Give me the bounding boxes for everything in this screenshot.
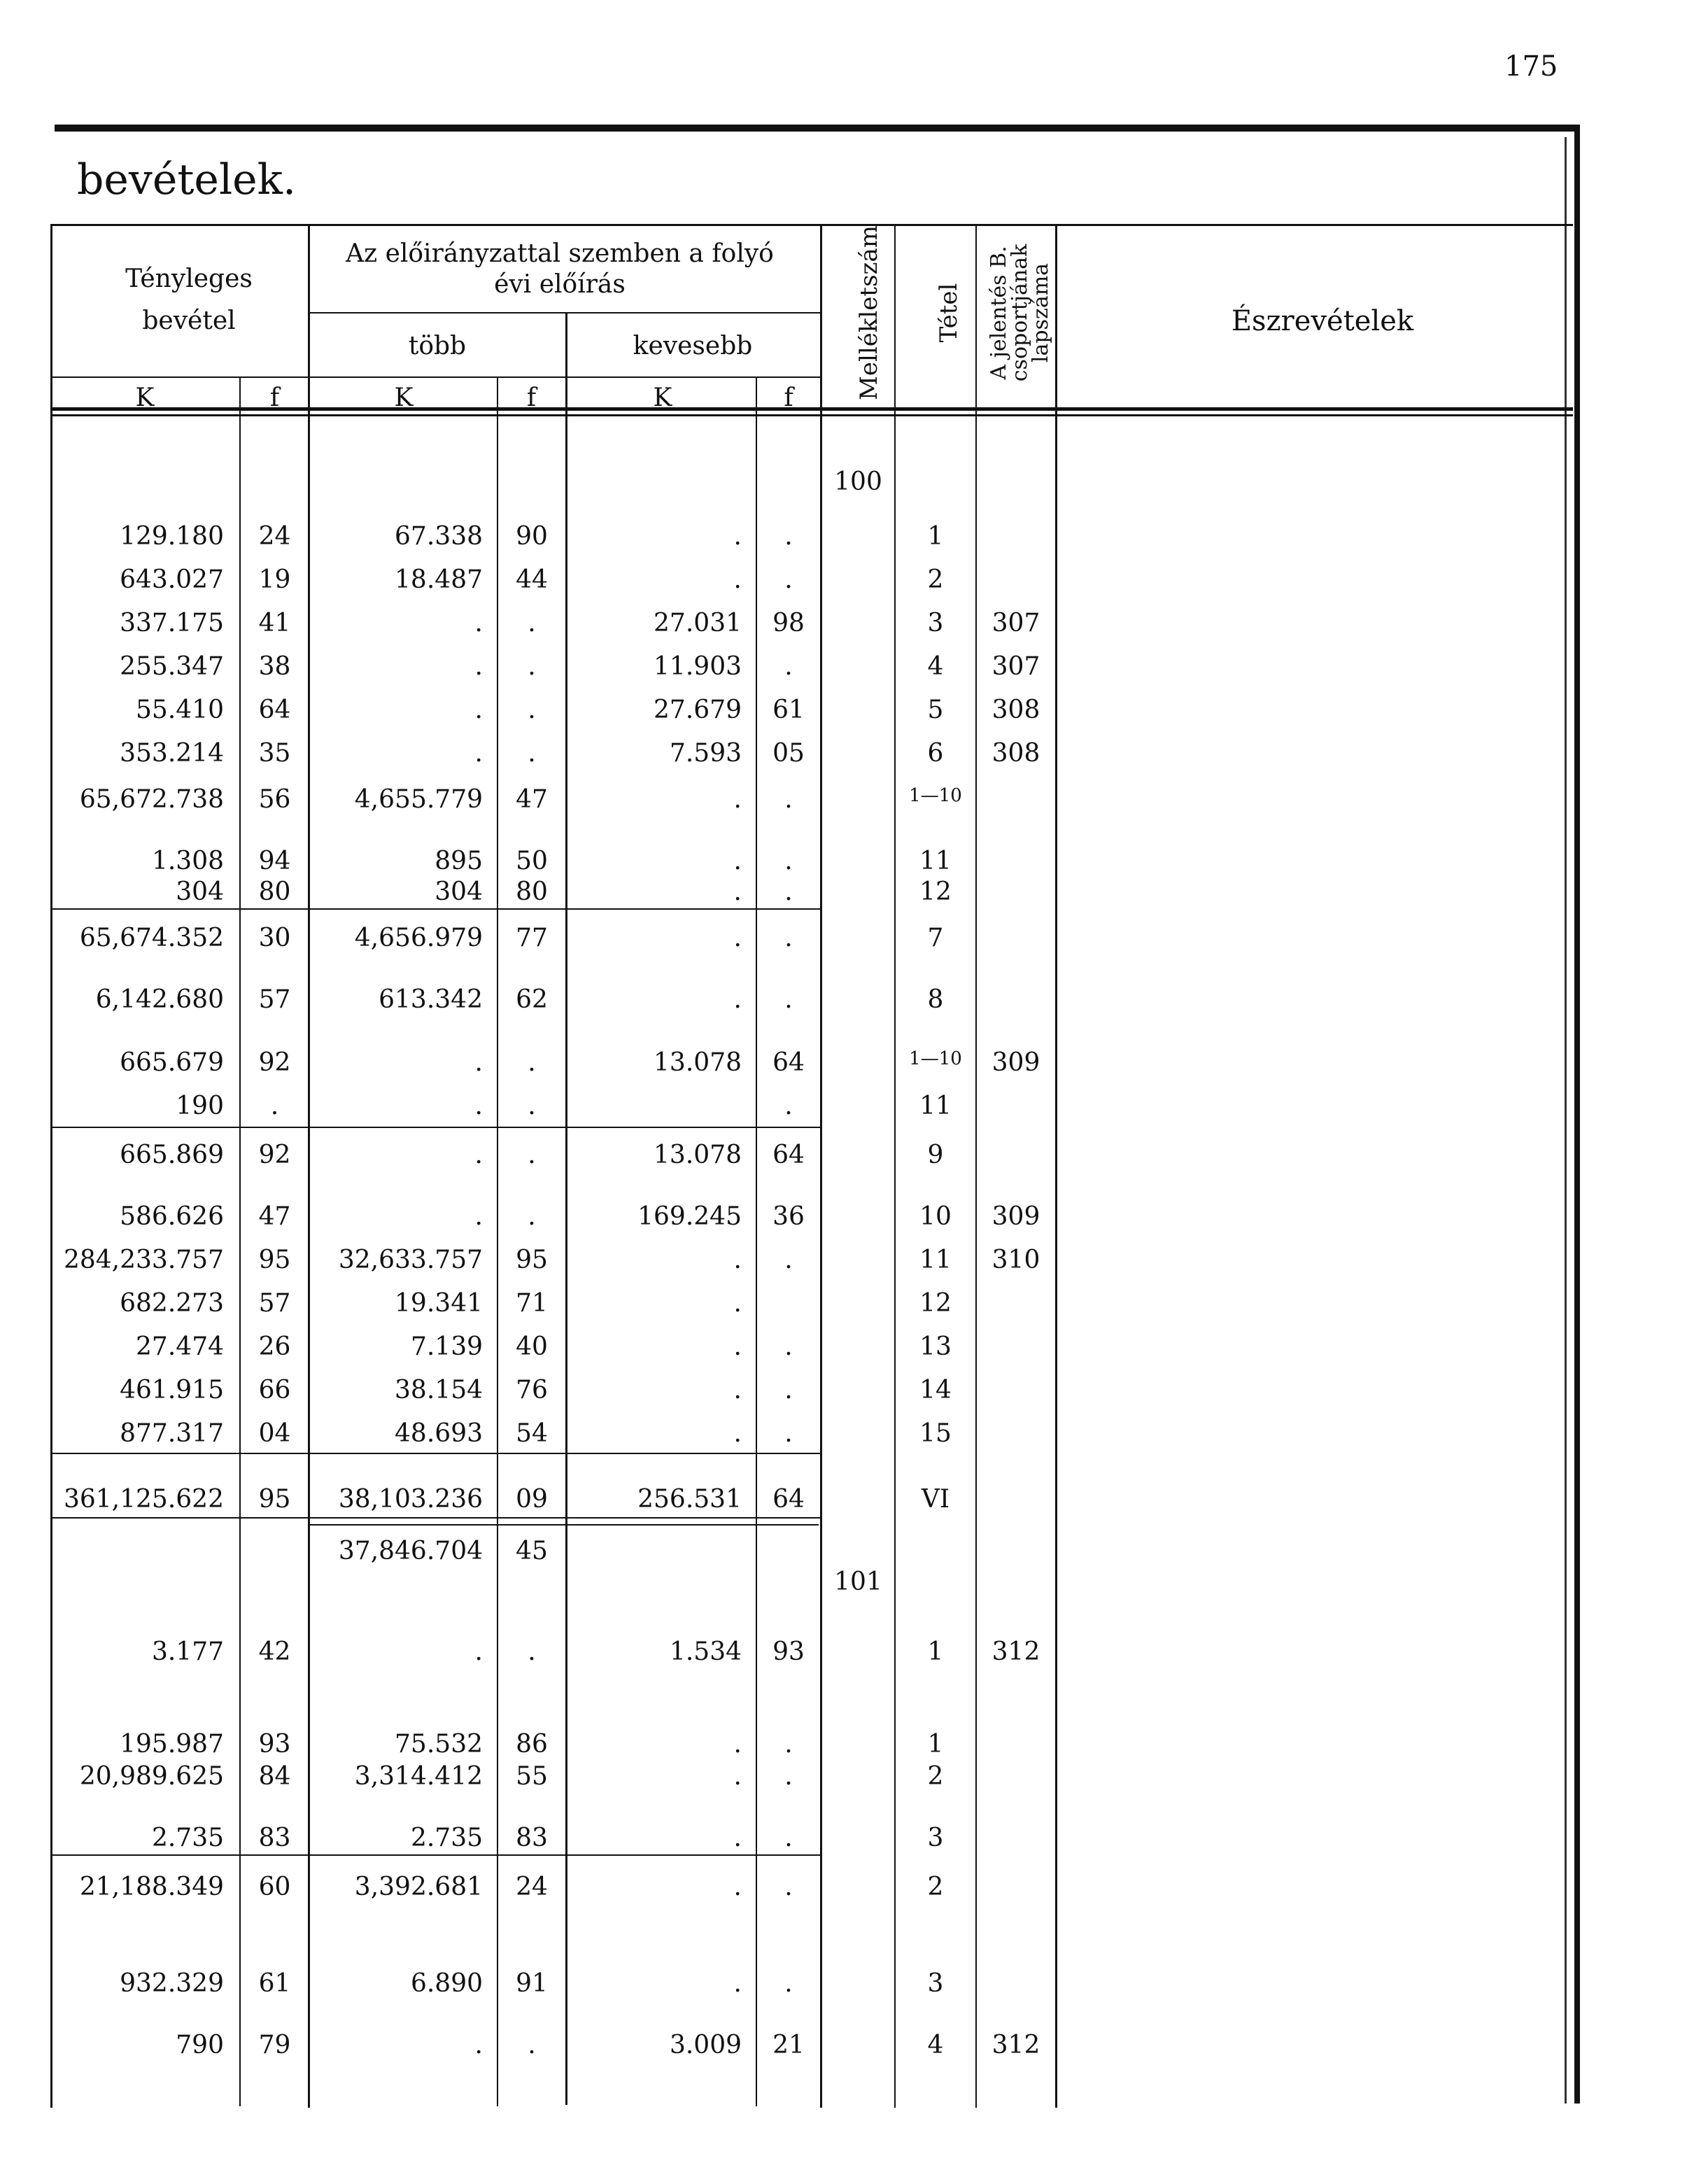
cell-tk: 2.735 [410,1824,483,1852]
cell-tf: 91 [516,1969,548,1998]
cell-bf: 84 [258,1762,291,1791]
cell-tf: 44 [516,565,548,594]
cell-bf: 83 [258,1824,291,1852]
cell-bf: 94 [258,847,291,875]
cell-bf: 57 [258,1289,291,1318]
cell-tk: . [474,1048,483,1077]
cell-bk: 284,233.757 [63,1246,224,1274]
cell-t: 3 [927,1824,944,1852]
cell-t: 8 [927,985,944,1014]
cell-kf: 21 [772,2031,805,2059]
cell-t: 12 [919,878,952,906]
cell-kk: 1.534 [669,1637,742,1666]
cell-bk: 790 [176,2031,224,2059]
cell-kk: 27.031 [654,609,742,637]
cell-bf: 92 [258,1141,291,1169]
cell-kf: . [784,1246,793,1274]
cell-t: 4 [927,2031,944,2059]
cell-tk: 75.532 [395,1730,483,1759]
cell-bf: 30 [258,924,291,952]
cell-l: 309 [991,1202,1040,1231]
cell-tk: . [474,609,483,637]
cell-kf: . [784,1969,793,1998]
cell-bk: 337.175 [120,609,224,637]
cell-bk: 190 [176,1092,224,1120]
cell-tk: 3,314.412 [354,1762,483,1791]
cell-bf: 42 [258,1637,291,1666]
cell-t: 9 [927,1141,944,1169]
cell-t: 11 [919,1246,952,1274]
cell-bf: 35 [258,739,291,768]
cell-tf: 90 [516,522,548,551]
jelentes-label-3: lapszáma [1029,262,1053,363]
cell-t: 1 [927,1730,944,1759]
cell-kk: 169.245 [637,1202,742,1231]
cell-bk: 65,674.352 [79,924,224,952]
cell-tf: . [528,696,536,724]
cell-bk: 932.329 [120,1969,224,1998]
cell-kk: 13.078 [654,1048,742,1077]
cell-t: 1 [927,522,944,551]
cell-l: 309 [991,1048,1040,1077]
cell-bk: 55.410 [136,696,224,724]
cell-kf: . [784,878,793,906]
cell-kk: 256.531 [637,1485,742,1514]
cell-kk: 7.593 [669,739,742,768]
cell-kk: . [733,1246,742,1274]
cell-kf: . [784,785,793,814]
cell-tf: 50 [516,847,548,875]
cell-tk: 67.338 [395,522,483,551]
cell-tk: 38.154 [395,1376,483,1404]
cell-t: 11 [919,1092,952,1120]
cell-t: 15 [919,1419,952,1448]
cell-bf: 95 [258,1485,291,1514]
cell-kk: . [733,785,742,814]
cell-tf: . [528,739,536,768]
cell-kf: . [784,1762,793,1791]
cell-tk: . [474,1637,483,1666]
cell-kf: . [784,1419,793,1448]
cell-bf: 80 [258,878,291,906]
cell-l: 307 [991,609,1040,637]
cell-bf: 26 [258,1332,291,1361]
cell-tf: . [528,1141,536,1169]
f-label-2: f [526,383,537,412]
cell-kk: 27.679 [654,696,742,724]
subtotal-rule [50,908,820,910]
cell-bf: 95 [258,1246,291,1274]
cell-bk: 361,125.622 [63,1485,224,1514]
cell-bk: 643.027 [120,565,224,594]
cell-t: 1—10 [909,1048,962,1069]
cell-bk: 1.308 [151,847,224,875]
cell-t: 2 [927,565,944,594]
cell-bk: 665.679 [120,1048,224,1077]
cell-tk: 7.139 [410,1332,483,1361]
jelentes-label-1: A jelentés B. [987,246,1011,380]
subtotal-rule [50,1854,820,1856]
cell-t: 5 [927,696,944,724]
cell-bf: 66 [258,1376,291,1404]
cell-tf: . [528,1048,536,1077]
cell-tf: 55 [516,1762,548,1791]
cell-kf: . [784,924,793,952]
cell-bf: 04 [258,1419,291,1448]
cell-kf: 36 [772,1202,805,1231]
cell-t: 3 [927,1969,944,1998]
cell-bk: 461.915 [120,1376,224,1404]
cell-kf: . [784,1092,793,1120]
cell-kf: . [784,1873,793,1901]
cell-tk: . [474,1141,483,1169]
cell-bk: 195.987 [120,1730,224,1759]
cell-kk: . [733,1873,742,1901]
eloiranyzat-label-2: évi előírás [494,270,626,299]
cell-bf: 79 [258,2031,291,2059]
cell-t: VI [921,1485,950,1514]
cell-kf: 61 [772,696,805,724]
cell-l: 308 [991,739,1040,768]
cell-kf: . [784,1332,793,1361]
cell-tk: 19.341 [395,1289,483,1318]
cell-l: 312 [991,2031,1040,2059]
subtotal-rule [50,1453,820,1454]
cell-tf: 09 [516,1485,548,1514]
cell-tf: 40 [516,1332,548,1361]
cell-t: 1 [927,1637,944,1666]
cell-bf: 60 [258,1873,291,1901]
k-label-2: K [394,383,414,412]
kevesebb-label: kevesebb [633,332,753,360]
cell-kf: . [784,847,793,875]
cell-kf: 93 [772,1637,805,1666]
cell-l: 312 [991,1637,1040,1666]
cell-bk: 129.180 [120,522,224,551]
cell-kf: 64 [772,1048,805,1077]
cell-tk: . [474,1092,483,1120]
cell-bf: 56 [258,785,291,814]
cell-tf: . [528,652,536,681]
f-label-1: f [269,383,280,412]
cell-bk: 2.735 [151,1824,224,1852]
cell-t: 12 [919,1289,952,1318]
cell-kf: 98 [772,609,805,637]
cell-tk: 32,633.757 [338,1246,483,1274]
cell-tk: 304 [435,878,483,906]
cell-tf: 47 [516,785,548,814]
cell-tf: . [528,609,536,637]
cell-bf: 24 [258,522,291,551]
k-label-3: K [653,383,672,412]
eszrevetelek-label: Észrevételek [1231,305,1414,337]
cell-kf: 05 [772,739,805,768]
cell-m: 101 [834,1567,882,1596]
cell-t: 1—10 [909,785,962,806]
subtotal-rule [50,1517,820,1519]
cell-tk: 37,846.704 [338,1537,483,1565]
cell-tf: . [528,1202,536,1231]
cell-bk: 682.273 [120,1289,224,1318]
cell-t: 3 [927,609,944,637]
cell-kk: . [733,878,742,906]
cell-kk: 13.078 [654,1141,742,1169]
cell-tf: 76 [516,1376,548,1404]
bevetel-label: bevétel [142,307,236,335]
cell-tf: 77 [516,924,548,952]
eloiranyzat-label-1: Az előirányzattal szemben a folyó [346,239,774,268]
cell-kf: . [784,652,793,681]
page-number: 175 [1504,50,1558,83]
cell-kf: . [784,522,793,551]
cell-bf: . [270,1092,279,1120]
cell-bf: 92 [258,1048,291,1077]
cell-kk: . [733,1730,742,1759]
cell-t: 10 [919,1202,952,1231]
cell-bk: 20,989.625 [79,1762,224,1791]
cell-tf: 24 [516,1873,548,1901]
cell-kk: . [733,1824,742,1852]
tenyleges-label: Tényleges [125,265,253,293]
cell-tf: 80 [516,878,548,906]
tetel-label: Tétel [935,283,963,343]
cell-tk: 613.342 [379,985,483,1014]
cell-kk: . [733,847,742,875]
cell-kf: . [784,985,793,1014]
cell-tk: . [474,696,483,724]
jelentes-label-2: csoportjának [1008,244,1032,382]
cell-bk: 255.347 [120,652,224,681]
cell-bk: 21,188.349 [79,1873,224,1901]
cell-m: 100 [834,467,882,496]
cell-kf: . [784,565,793,594]
cell-kf: 64 [772,1141,805,1169]
cell-tf: 54 [516,1419,548,1448]
cell-bf: 47 [258,1202,291,1231]
cell-tf: 95 [516,1246,548,1274]
cell-kk: . [733,1762,742,1791]
cell-bf: 41 [258,609,291,637]
cell-t: 4 [927,652,944,681]
cell-kk: . [733,1969,742,1998]
cell-kk: . [733,1289,742,1318]
mellekletszam-label: Mellékletszám [855,225,883,400]
cell-bf: 93 [258,1730,291,1759]
cell-kk: . [733,924,742,952]
cell-bf: 19 [258,565,291,594]
cell-tk: 18.487 [395,565,483,594]
cell-tf: . [528,2031,536,2059]
cell-bf: 57 [258,985,291,1014]
cell-tf: 83 [516,1824,548,1852]
cell-tf: . [528,1637,536,1666]
cell-tk: . [474,739,483,768]
cell-kk: . [733,985,742,1014]
f-label-3: f [784,383,793,412]
cell-bk: 353.214 [120,739,224,768]
cell-bk: 6,142.680 [95,985,224,1014]
subtotal-rule [50,1127,820,1128]
cell-kk: . [733,522,742,551]
cell-l: 310 [991,1246,1040,1274]
cell-t: 11 [919,847,952,875]
cell-kk: . [733,1419,742,1448]
cell-tk: . [474,1202,483,1231]
cell-t: 6 [927,739,944,768]
cell-bk: 665.869 [120,1141,224,1169]
cell-tf: 62 [516,985,548,1014]
cell-tf: 71 [516,1289,548,1318]
cell-tk: 6.890 [410,1969,483,1998]
cell-tk: 4,656.979 [354,924,483,952]
cell-kk: . [733,1332,742,1361]
cell-bk: 3.177 [151,1637,224,1666]
cell-kf: 64 [772,1485,805,1514]
cell-tk: 38,103.236 [338,1485,483,1514]
cell-kf: . [784,1376,793,1404]
cell-t: 7 [927,924,944,952]
cell-t: 13 [919,1332,952,1361]
cell-bf: 38 [258,652,291,681]
cell-tk: 3,392.681 [354,1873,483,1901]
cell-kk: 3.009 [669,2031,742,2059]
cell-tk: . [474,2031,483,2059]
cell-t: 2 [927,1873,944,1901]
cell-l: 308 [991,696,1040,724]
cell-bk: 586.626 [120,1202,224,1231]
cell-tf: 86 [516,1730,548,1759]
cell-tk: 48.693 [395,1419,483,1448]
cell-kk: . [733,565,742,594]
cell-kk: . [733,1376,742,1404]
cell-bk: 27.474 [136,1332,224,1361]
cell-kf: . [784,1824,793,1852]
cell-tf: 45 [516,1537,548,1565]
cell-l: 307 [991,652,1040,681]
tobb-label: több [408,332,467,360]
cell-tf: . [528,1092,536,1120]
cell-t: 2 [927,1762,944,1791]
page-heading: bevételek. [77,155,297,204]
cell-tk: 895 [435,847,483,875]
cell-kf: . [784,1730,793,1759]
cell-bf: 61 [258,1969,291,1998]
cell-bk: 877.317 [120,1419,224,1448]
cell-bk: 65,672.738 [79,785,224,814]
cell-bk: 304 [176,878,224,906]
cell-tk: 4,655.779 [354,785,483,814]
cell-t: 14 [919,1376,952,1404]
k-label-1: K [135,383,155,412]
cell-tk: . [474,652,483,681]
subtotal-rule [308,1524,819,1526]
cell-bf: 64 [258,696,291,724]
cell-kk: 11.903 [654,652,742,681]
